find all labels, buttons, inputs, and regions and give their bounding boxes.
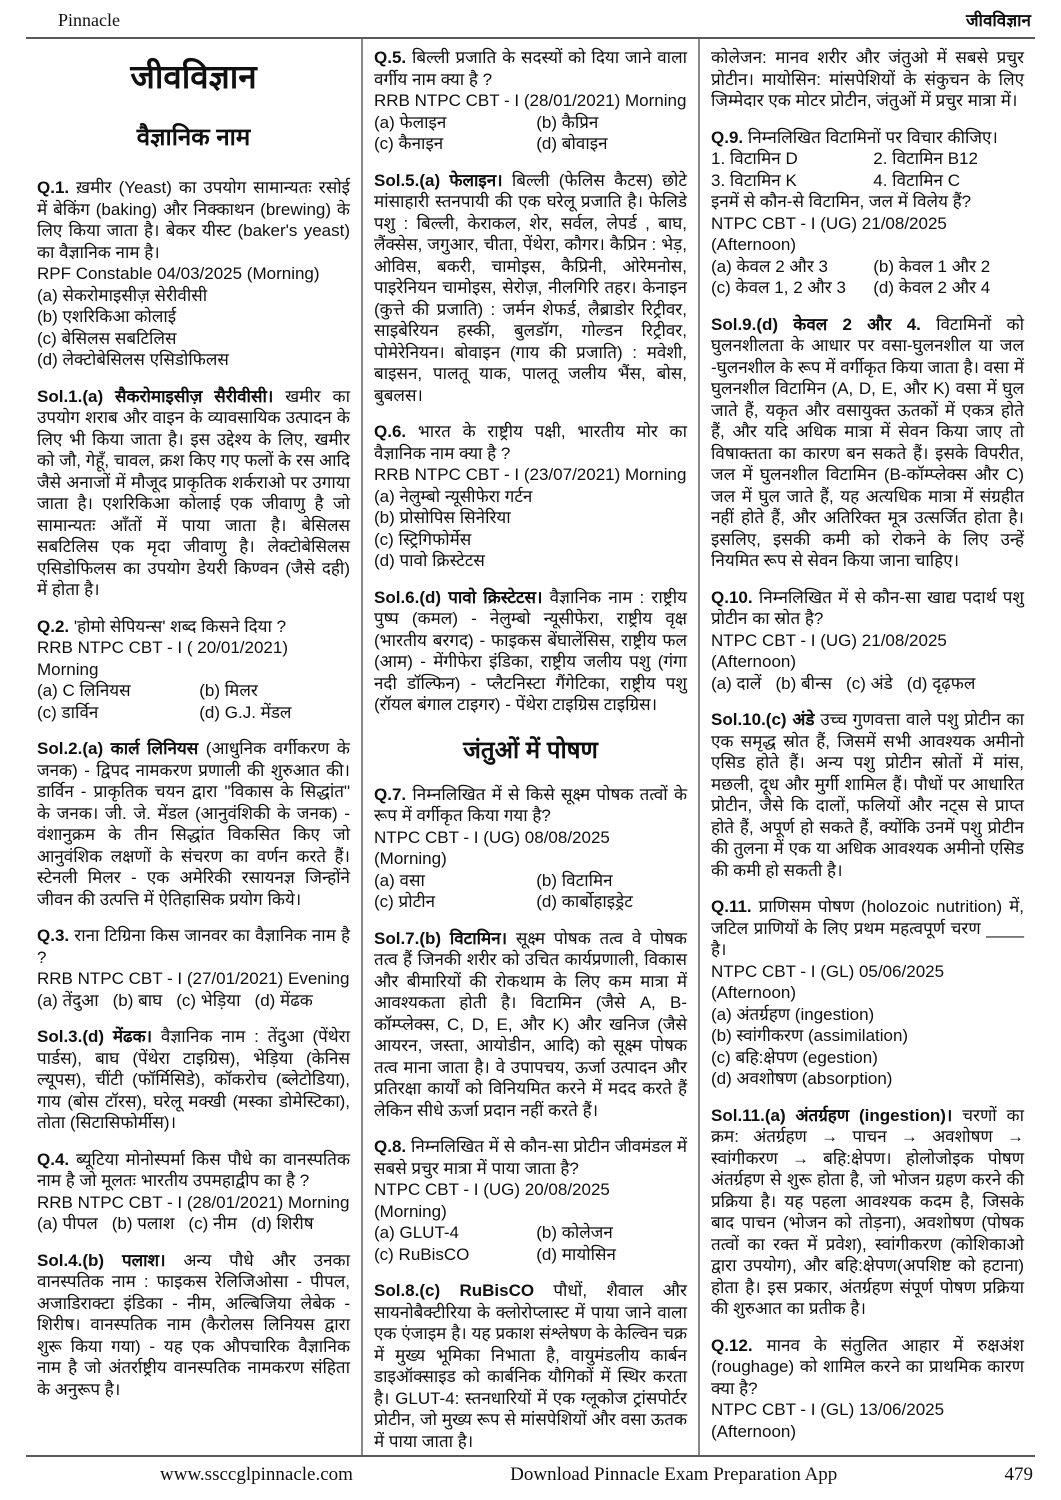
q6-exam: RRB NTPC CBT - I (23/07/2021) Morning bbox=[374, 465, 687, 484]
q5-option-b: (b) कैप्रिन bbox=[536, 112, 599, 132]
q11-option-d: (d) अवशोषण (absorption) bbox=[711, 1069, 893, 1088]
q10-option-b: (b) बीन्स bbox=[775, 673, 833, 693]
q6-option-d: (d) पावो क्रिस्टेटस bbox=[374, 551, 485, 570]
sol7-label: Sol.7.(b) bbox=[374, 928, 442, 948]
solution-5 bbox=[374, 170, 687, 407]
q1-option-a: (a) सेकरोमाइसीज़ सेरीवीसी bbox=[37, 285, 208, 305]
q2-text: 'होमो सेपियन्स' शब्द किसने दिया ? bbox=[73, 616, 287, 636]
solution-8-continued bbox=[711, 47, 1024, 112]
sol2-label: Sol.2.(a) bbox=[37, 739, 104, 758]
page-header bbox=[0, 0, 1061, 35]
solution-10 bbox=[711, 709, 1024, 881]
sol1-text: खमीर का उपयोग शराब और वाइन के व्यावसायिक उत्पादन के लिए भी किया जाता है। इस उद्देश्य के लिए, खमीर को जौ, गेहूँ, चावल, क्रश किए गए फलों के रस आदि जैसे अनाजों में मौजूद प्राकृतिक शर्कराओ पर उगाया जाता है। एशरिकिआ कोलाई एक जीवाणु है जो सामान्यतः आँतों में पाया जाता है। बेसिलस सबटिलिस एक मृदा जीवाणु है। लेक्टोबेसिलस एसिडोफिलस का उपयोग डेयरी किण्वन (जैसे दही) में होता है। bbox=[37, 386, 350, 599]
question-2 bbox=[37, 616, 350, 724]
solution-8 bbox=[374, 1280, 687, 1452]
question-3 bbox=[37, 925, 350, 1011]
footer-app-text: Download Pinnacle Exam Preparation App bbox=[510, 1464, 838, 1485]
q5-option-d: (d) बोवाइन bbox=[536, 134, 608, 153]
q8-label: Q.8. bbox=[374, 1137, 407, 1156]
q10-label: Q.10. bbox=[711, 587, 753, 607]
column-1 bbox=[26, 39, 361, 1455]
sol10-text: उच्च गुणवत्ता वाले पशु प्रोटीन का एक समृद्ध स्रोत हैं, जिसमें सभी आवश्यक अमीनो एसिड होते हैं। अन्य पशु प्रोटीन स्रोतों में मांस, मछली, दूध और मुर्गी शामिल हैं। पौधों पर आधारित प्रोटीन, जैसे कि दालों, फलियों और नट्स से प्राप्त होते हैं, अपूर्ण हो सकते हैं, क्योंकि उनमें पशु प्रोटीन की तुलना में एक या अधिक आवश्यक अमीनो एसिड की कमी हो सकती है। bbox=[711, 710, 1024, 880]
q8-option-d: (d) मायोसिन bbox=[536, 1244, 616, 1264]
q3-exam: RRB NTPC CBT - I (27/01/2021) Evening bbox=[37, 969, 350, 988]
q9-label: Q.9. bbox=[711, 127, 744, 147]
q8-option-b: (b) कोलेजन bbox=[536, 1223, 613, 1242]
column-3 bbox=[698, 39, 1035, 1455]
q12-exam: NTPC CBT - I (GL) 13/06/2025 (Afternoon) bbox=[711, 1400, 945, 1441]
q7-option-a: (a) वसा bbox=[374, 870, 425, 890]
sol8-answer: RuBisCO bbox=[459, 1281, 535, 1300]
q11-label: Q.11. bbox=[711, 897, 752, 916]
q4-text: ब्यूटिया मोनोस्पर्मा किस पौधे का वानस्पतिक नाम है जो मूलतः भारतीय उपमहाद्वीप का है ? bbox=[37, 1149, 350, 1190]
q3-option-a: (a) तेंदुआ bbox=[37, 990, 99, 1010]
sol5-label: Sol.5.(a) bbox=[374, 170, 441, 190]
q9-option-b: (b) केवल 1 और 2 bbox=[873, 256, 991, 276]
q5-option-c: (c) कैनाइन bbox=[374, 134, 444, 153]
solution-4 bbox=[37, 1250, 350, 1401]
q8-options bbox=[374, 1222, 687, 1265]
sol6-label: Sol.6.(d) bbox=[374, 587, 442, 607]
q6-text: भारत के राष्ट्रीय पक्षी, भारतीय मोर का वैज्ञानिक नाम क्या है ? bbox=[374, 422, 687, 463]
q9-item-2: 2. विटामिन B12 bbox=[873, 149, 978, 168]
sol2-text: (आधुनिक वर्गीकरण के जनक) - द्विपद नामकरण प्रणाली की शुरुआत की। डार्विन - प्राकृतिक चयन द्वारा "विकास के सिद्धांत" के जनक। जी. जे. मेंडल (आनुवंशिकी के जनक) - वंशानुक्रम के तीन सिद्धांत विकसित किए जो आनुवंशिक लक्षणों के संचरण का वर्णन करते हैं। स्टेनली मिलर - एक अमेरिकी रसायनज्ञ जिन्होंने जीवन की उत्पत्ति में ऐतिहासिक प्रयोग किये। bbox=[37, 739, 350, 909]
sol9-answer: केवल 2 और 4. bbox=[793, 314, 921, 334]
question-1 bbox=[37, 177, 350, 371]
q7-label: Q.7. bbox=[374, 784, 407, 804]
solution-7 bbox=[374, 928, 687, 1122]
solution-2 bbox=[37, 738, 350, 910]
solution-9 bbox=[711, 314, 1024, 572]
sol8-cont-text: कोलेजन: मानव शरीर और जंतुओ में सबसे प्रचुर प्रोटीन। मायोसिन: मांसपेशियों के संकुचन के लिए जिम्मेदार एक मोटर प्रोटीन, जंतुओं में प्रचुर मात्रा में। bbox=[711, 48, 1024, 110]
q5-options bbox=[374, 112, 687, 155]
sol4-answer: पलाश। bbox=[121, 1250, 166, 1270]
q2-option-c: (c) डार्विन bbox=[37, 702, 99, 722]
q10-options bbox=[711, 673, 1024, 695]
sol9-text: विटामिनों को घुलनशीलता के आधार पर वसा-घुलनशील या जल -घुलनशील के रूप में वर्गीकृत किया जाता है। वसा में घुलनशील विटामिन (A, D, E, और K) वसा में घुल जाते हैं, यकृत और वसायुक्त ऊतकों में एकत्र होते हैं, और यदि अधिक मात्रा में सेवन किया जाए तो विषाक्तता का कारण बन सकते हैं। इसके विपरीत, जल में घुलनशील विटामिन (B-कॉम्प्लेक्स और C) जल में घुल जाते हैं, यह अत्यधिक मात्रा में संग्रहीत नहीं होते हैं, और अतिरिक्त मूत्र उत्सर्जित होता है। इसलिए, इसकी कमी को रोकने के लिए उन्हें नियमित रूप से सेवन किया जाना चाहिए। bbox=[711, 314, 1024, 570]
q7-options bbox=[374, 870, 687, 913]
q1-label: Q.1. bbox=[37, 178, 70, 197]
sol1-label: Sol.1.(a) bbox=[37, 386, 104, 406]
q8-exam: NTPC CBT - I (UG) 20/08/2025 (Morning) bbox=[374, 1180, 610, 1221]
q6-option-c: (c) स्ट्रिगिफोर्मेस bbox=[374, 529, 472, 549]
header-brand: Pinnacle bbox=[58, 10, 120, 30]
q4-option-b: (b) पलाश bbox=[111, 1214, 175, 1233]
q11-options bbox=[711, 1004, 1024, 1090]
q9-text2: इनमें से कौन-से विटामिन, जल में विलेय हैं? bbox=[711, 192, 972, 211]
sol8-text: पौधों, शैवाल और सायनोबैक्टीरिया के क्लोरोप्लास्ट में पाया जाने वाला एक एंजाइम है। यह प्रकाश संश्लेषण के केल्विन चक्र में मुख्य भूमिका निभाता है, वायुमंडलीय कार्बन डाइऑक्साइड को कार्बनिक यौगिकों में स्थिर करता है। GLUT-4: स्तनधारियों में एक ग्लूकोज ट्रांसपोर्टर प्रोटीन, जो मुख्य रूप से मांसपेशियों और वसा ऊतक में पाया जाता है। bbox=[374, 1281, 687, 1451]
sol10-answer: अंडे bbox=[792, 710, 815, 729]
q9-option-d: (d) केवल 2 और 4 bbox=[873, 278, 991, 297]
q5-exam: RRB NTPC CBT - I (28/01/2021) Morning bbox=[374, 91, 687, 110]
q1-exam: RPF Constable 04/03/2025 (Morning) bbox=[37, 264, 320, 283]
sol1-answer: सैकरोमाइसीज़ सैरीवीसी। bbox=[115, 386, 274, 406]
q10-text: निम्नलिखित में से कौन-सा खाद्य पदार्थ पशु प्रोटीन का स्रोत है? bbox=[711, 587, 1024, 628]
q2-exam: RRB NTPC CBT - I ( 20/01/2021) Morning bbox=[37, 638, 288, 679]
solution-3 bbox=[37, 1026, 350, 1134]
q9-text: निम्नलिखित विटामिनों पर विचार कीजिए। bbox=[747, 127, 998, 147]
q3-option-b: (b) बाघ bbox=[112, 990, 163, 1010]
sol5-answer: फेलाइन। bbox=[449, 170, 503, 190]
question-7 bbox=[374, 784, 687, 913]
q7-text: निम्नलिखित में से किसे सूक्ष्म पोषक तत्वों के रूप में वर्गीकृत किया गया है? bbox=[374, 784, 687, 825]
q6-option-a: (a) नेलुम्बो न्यूसीफेरा गर्टन bbox=[374, 486, 533, 506]
q6-options bbox=[374, 486, 687, 572]
sol3-answer: मेंढक। bbox=[112, 1027, 153, 1046]
column-2 bbox=[361, 39, 698, 1455]
footer-page-number: 479 bbox=[1004, 1464, 1033, 1485]
q2-option-b: (b) मिलर bbox=[199, 681, 258, 700]
q8-option-a: (a) GLUT-4 bbox=[374, 1223, 460, 1242]
q10-option-d: (d) दृढ़फल bbox=[906, 673, 976, 693]
sol3-text: वैज्ञानिक नाम : तेंदुआ (पेंथेरा पार्डस), बाघ (पेंथेरा टाइग्रिस), भेड़िया (केनिस ल्यूपस), चींटी (फॉर्मिसिडे), कॉकरोच (ब्लेटोडिया), गाय (बोस टॉरस), घरेलू मक्खी (मस्का डोमेस्टिका), तोता (सिटासिफोर्मीस)। bbox=[37, 1027, 350, 1132]
header-subject: जीवविज्ञान bbox=[965, 11, 1031, 30]
q9-item-4: 4. विटामिन C bbox=[873, 170, 960, 190]
q11-option-c: (c) बहि:क्षेपण (egestion) bbox=[711, 1047, 878, 1067]
q10-option-c: (c) अंडे bbox=[846, 673, 893, 693]
q3-option-c: (c) भेड़िया bbox=[176, 990, 241, 1010]
question-5 bbox=[374, 47, 687, 155]
q9-item-1: 1. विटामिन D bbox=[711, 149, 798, 168]
q3-text: राना टिग्रिना किस जानवर का वैज्ञानिक नाम है ? bbox=[37, 926, 350, 967]
section-title-scientific-names: वैज्ञानिक नाम bbox=[136, 124, 251, 151]
page-footer bbox=[0, 1457, 1061, 1500]
q9-option-c: (c) केवल 1, 2 और 3 bbox=[711, 278, 846, 297]
q9-item-3: 3. विटामिन K bbox=[711, 170, 797, 190]
question-4 bbox=[37, 1149, 350, 1235]
sol7-text: सूक्ष्म पोषक तत्व वे पोषक तत्व हैं जिनकी शरीर को उचित कार्यप्रणाली, विकास और बीमारियों की रोकथाम के लिए कम मात्रा में आवश्यकता होती है। विटामिन (जैसे A, B-कॉम्प्लेक्स, C, D, E, और K) और खनिज (जैसे आयरन, जस्ता, आयोडीन, आदि) को सूक्ष्म पोषक तत्व माना जाता है। वे उपापचय, ऊर्जा उत्पादन और प्रतिरक्षा कार्यों को विनियमित करने में मदद करते हैं लेकिन सीधे ऊर्जा प्रदान नहीं करते हैं। bbox=[374, 928, 687, 1120]
q10-option-a: (a) दालें bbox=[711, 673, 762, 693]
sol9-label: Sol.9.(d) bbox=[711, 314, 779, 334]
q6-label: Q.6. bbox=[374, 422, 407, 441]
q1-text: ख़मीर (Yeast) का उपयोग सामान्यतः रसोई में बेकिंग (baking) और निक्काथन (brewing) के लिए किया जाता है। बेकर यीस्ट (baker's yeast) का वैज्ञानिक नाम है। bbox=[37, 178, 350, 262]
q11-option-a: (a) अंतर्ग्रहण (ingestion) bbox=[711, 1004, 875, 1024]
sol5-text: बिल्ली (फेलिस कैटस) छोटे मांसाहारी स्तनपायी की एक घरेलू प्रजाति है। फेलिडे पशु : बिल्ली, केराकल, शेर, सर्वल, लेपर्ड , बाघ, लैंक्सेस, जगुआर, चीता, पेंथेरा, कौगर। कैप्रिन : भेड़, ओविस, बकरी, चामोइस, कैप्रिनी, ओरेमनोस, पाइरेनियन चामोइस, सेरोज़, नीलगिरि तहर। केनाइन (कुत्ते की प्रजाति) : जर्मन शेफर्ड, लैब्राडोर रिट्रीवर, साइबेरियन हस्की, बुलडॉग, गोल्डन रिट्रीवर, पोमेरेनियन। बोवाइन (गाय की प्रजाति) : मवेशी, बाइसन, पालतू याक, पालतू जलीय भैंस, बोस, बुबलस। bbox=[374, 170, 688, 405]
question-11 bbox=[711, 896, 1024, 1090]
q11-option-b: (b) स्वांगीकरण (assimilation) bbox=[711, 1026, 909, 1045]
sol3-label: Sol.3.(d) bbox=[37, 1027, 105, 1046]
sol4-label: Sol.4.(b) bbox=[37, 1250, 105, 1270]
q1-option-c: (c) बेसिलस सबटिलिस bbox=[37, 328, 177, 348]
q5-label: Q.5. bbox=[374, 48, 407, 67]
q4-options bbox=[37, 1213, 350, 1235]
q4-option-c: (c) नीम bbox=[188, 1214, 237, 1233]
q9-numlist bbox=[711, 148, 1024, 191]
solution-11 bbox=[711, 1105, 1024, 1320]
q2-option-a: (a) C लिनियस bbox=[37, 681, 131, 700]
question-12 bbox=[711, 1335, 1024, 1443]
q4-exam: RRB NTPC CBT - I (28/01/2021) Morning bbox=[37, 1192, 350, 1212]
q5-option-a: (a) फेलाइन bbox=[374, 112, 447, 132]
question-6 bbox=[374, 421, 687, 572]
q3-options bbox=[37, 990, 350, 1012]
solution-1 bbox=[37, 386, 350, 601]
q10-exam: NTPC CBT - I (UG) 21/08/2025 (Afternoon) bbox=[711, 630, 947, 671]
q2-option-d: (d) G.J. मेंडल bbox=[199, 702, 292, 722]
sol6-answer: पावो क्रिस्टेटस। bbox=[448, 587, 543, 607]
sol4-text: अन्य पौधे और उनका वानस्पतिक नाम : फाइकस रेलिजिओसा - पीपल, अजाडिराक्टा इंडिका - नीम, अल्बिजिया लेबेक - शिरीष। वानस्पतिक नाम (कैरोलस लिनियस द्वारा शुरू किया गया) - यह एक औपचारिक वैज्ञानिक नाम है जो अंतर्राष्ट्रीय वानस्पतिक नामकरण संहिता के अनुरूप है। bbox=[37, 1250, 350, 1399]
q8-text: निम्नलिखित में से कौन-सा प्रोटीन जीवमंडल में सबसे प्रचुर मात्रा में पाया जाता है? bbox=[374, 1137, 688, 1178]
q4-option-a: (a) पीपल bbox=[37, 1214, 98, 1233]
q2-options bbox=[37, 680, 350, 723]
q5-text: बिल्ली प्रजाति के सदस्यों को दिया जाने वाला वर्गीय नाम क्या है ? bbox=[374, 48, 687, 89]
q1-option-d: (d) लेक्टोबेसिलस एसिडोफिलस bbox=[37, 350, 229, 369]
q8-option-c: (c) RuBisCO bbox=[374, 1244, 470, 1264]
sol8-label: Sol.8.(c) bbox=[374, 1281, 441, 1300]
content-columns bbox=[26, 39, 1035, 1455]
q3-option-d: (d) मेंढक bbox=[254, 990, 313, 1010]
section-title-animal-nutrition: जंतुओं में पोषण bbox=[463, 736, 598, 764]
q1-options bbox=[37, 285, 350, 371]
page-title: जीवविज्ञान bbox=[130, 58, 257, 95]
sol6-text: वैज्ञानिक नाम : राष्ट्रीय पुष्प (कमल) - नेलुम्बो न्यूसीफेरा, राष्ट्रीय वृक्ष (भारतीय बरगद) - फाइकस बेंघालेंसिस, राष्ट्रीय फल (आम) - मेंगीफेरा इंडिका, राष्ट्रीय जलीय पशु (गंगा नदी डॉल्फिन) - प्लैटनिस्टा गैंगेटिका, राष्ट्रीय पशु (रॉयल बंगाल टाइगर) - पेंथेरा टाइग्रिस टाइग्रिस। bbox=[374, 587, 687, 714]
q1-option-b: (b) एशरिकिआ कोलाई bbox=[37, 307, 177, 326]
q11-exam: NTPC CBT - I (GL) 05/06/2025 (Afternoon) bbox=[711, 961, 945, 1002]
q9-exam: NTPC CBT - I (UG) 21/08/2025 (Afternoon) bbox=[711, 213, 947, 254]
footer-website: www.ssccglpinnacle.com bbox=[160, 1464, 353, 1485]
q12-text: मानव के संतुलित आहार में रुक्षअंश (roughage) को शामिल करने का प्राथमिक कारण क्या है? bbox=[711, 1335, 1024, 1398]
q9-options bbox=[711, 256, 1024, 299]
q6-option-b: (b) प्रोसोपिस सिनेरिया bbox=[374, 508, 511, 527]
sol7-answer: विटामिन। bbox=[449, 928, 508, 948]
q2-label: Q.2. bbox=[37, 616, 70, 636]
q7-exam: NTPC CBT - I (UG) 08/08/2025 (Morning) bbox=[374, 827, 610, 868]
question-9 bbox=[711, 127, 1024, 299]
sol11-answer: अंतर्ग्रहण (ingestion)। bbox=[795, 1105, 953, 1125]
q9-option-a: (a) केवल 2 और 3 bbox=[711, 256, 828, 276]
solution-6 bbox=[374, 587, 687, 716]
q7-option-c: (c) प्रोटीन bbox=[374, 892, 436, 911]
q3-label: Q.3. bbox=[37, 926, 70, 945]
question-8 bbox=[374, 1136, 687, 1265]
q4-label: Q.4. bbox=[37, 1149, 70, 1169]
q4-option-d: (d) शिरीष bbox=[250, 1214, 314, 1233]
question-10 bbox=[711, 587, 1024, 695]
sol11-label: Sol.11.(a) bbox=[711, 1105, 786, 1125]
sol10-label: Sol.10.(c) bbox=[711, 710, 787, 729]
q11-text: प्राणिसम पोषण (holozoic nutrition) में, जटिल प्राणियों के लिए प्रथम महत्वपूर्ण चरण ____ है। bbox=[711, 897, 1024, 959]
q7-option-d: (d) कार्बोहाइड्रेट bbox=[536, 892, 633, 911]
sol2-answer: कार्ल लिनियस bbox=[110, 739, 199, 758]
q12-label: Q.12. bbox=[711, 1335, 753, 1355]
sol11-text: चरणों का क्रम: अंतर्ग्रहण → पाचन → अवशोषण → स्वांगीकरण → बहि:क्षेपण। होलोजोइक पोषण अंतर्ग्रहण से शुरू होता है, जो भोजन ग्रहण करने की प्रक्रिया है। यह पहला आवश्यक कदम है, जिसके बाद पाचन (भोजन को तोड़ना), अवशोषण (पोषक तत्वों का रक्त में प्रवेश), स्वांगीकरण (कोशिकाओ द्वारा उपयोग), और बहि:क्षेपण(अपशिष्ट को हटाना) होता है। इस प्रकार, अंतर्ग्रहण संपूर्ण पोषण प्रक्रिया की शुरुआत का प्रतीक है। bbox=[711, 1105, 1024, 1318]
q7-option-b: (b) विटामिन bbox=[536, 870, 613, 890]
